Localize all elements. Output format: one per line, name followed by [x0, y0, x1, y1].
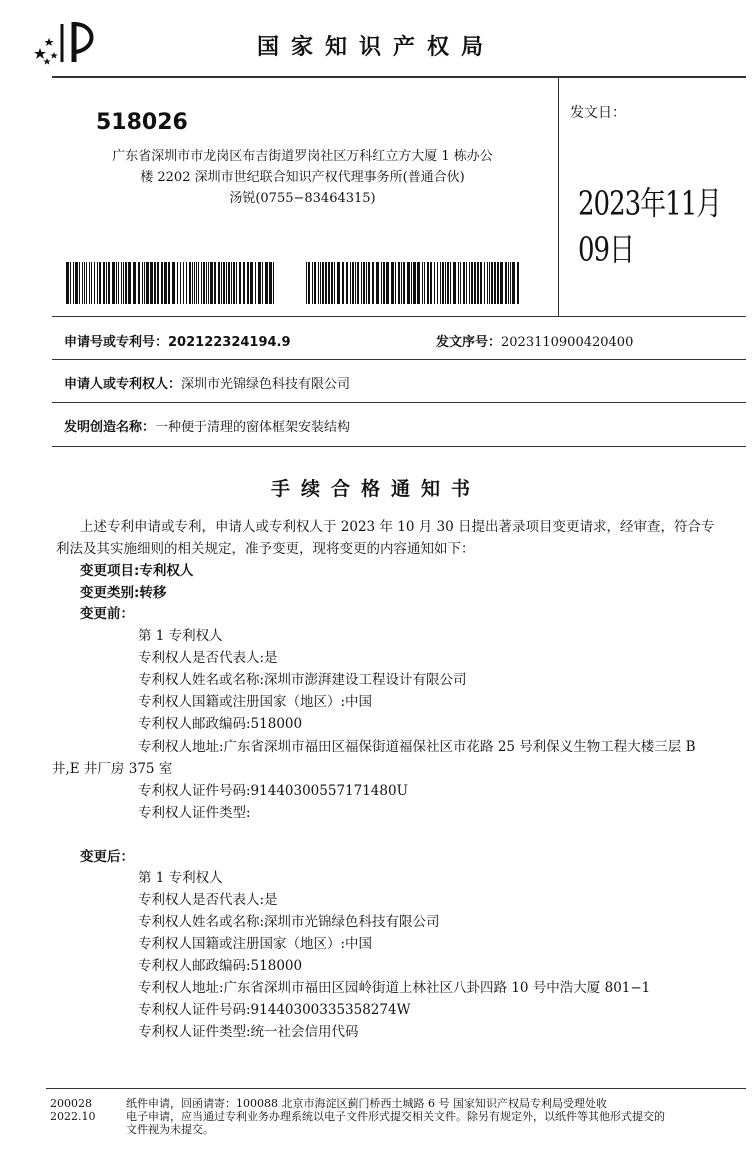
office-name: 国家知识产权局	[256, 35, 495, 60]
divider	[52, 446, 746, 447]
after-line: 专利权人是否代表人:是	[138, 892, 278, 908]
doc-serial-value: 2023110900420400	[501, 335, 634, 350]
form-code: 200028	[50, 1097, 92, 1110]
issue-date: 2023年11月09日	[578, 185, 722, 270]
before-line: 专利权人证件类型:	[138, 805, 251, 821]
after-line: 专利权人地址:广东省深圳市福田区园岭街道上林社区八卦四路 10 号中浩大厦 801−1	[138, 980, 651, 996]
header-divider	[52, 76, 746, 78]
after-line: 第 1 专利权人	[138, 870, 223, 886]
divider	[52, 359, 746, 360]
before-label: 变更前：	[80, 606, 134, 622]
change-item: 变更项目:专利权人	[80, 563, 194, 579]
change-type: 变更类别:转移	[80, 585, 167, 601]
divider	[52, 402, 746, 403]
address-line: 广东省深圳市市龙岗区布吉街道罗岗社区万科红立方大厦 1 栋办公	[112, 149, 493, 164]
after-label: 变更后：	[80, 849, 134, 865]
after-line: 专利权人证件类型:统一社会信用代码	[138, 1024, 359, 1040]
before-line: 专利权人国籍或注册国家（地区）:中国	[138, 694, 373, 710]
application-number	[64, 331, 291, 350]
before-line: 专利权人地址:广东省深圳市福田区福保街道福保社区市花路 25 号利保义生物工程大楼三层 B	[138, 739, 696, 755]
header-vertical-divider	[558, 76, 559, 316]
applicant-label: 申请人或专利权人：	[64, 377, 182, 392]
footer-line: 电子申请，应当通过专利业务办理系统以电子文件形式提交相关文件。除另有规定外，以纸件等其他形式提交的	[126, 1110, 665, 1123]
after-line: 专利权人证件号码:91440300335358274W	[138, 1002, 411, 1018]
invention-label: 发明创造名称：	[64, 420, 156, 435]
after-line: 专利权人国籍或注册国家（地区）:中国	[138, 936, 373, 952]
footer-line: 纸件申请，回函请寄：100088 北京市海淀区蓟门桥西土城路 6 号 国家知识产权局专利局受理处收	[126, 1097, 607, 1110]
form-version: 2022.10	[50, 1110, 96, 1123]
after-line: 专利权人邮政编码:518000	[138, 958, 303, 974]
date-label: 发文日：	[570, 105, 626, 121]
after-line: 专利权人姓名或名称:深圳市光锦绿色科技有限公司	[138, 914, 440, 930]
document-serial	[436, 331, 633, 350]
before-line: 井,E 井厂房 375 室	[52, 761, 173, 777]
notice-paragraph-line1: 上述专利申请或专利，申请人或专利权人于 2023 年 10 月 30 日提出著录项目变更请求，经审查，符合专	[80, 519, 715, 535]
notice-paragraph-line2: 利法及其实施细则的相关规定，准予变更，现将变更的内容通知如下：	[56, 541, 475, 557]
address-line: 楼 2202 深圳市世纪联合知识产权代理事务所(普通合伙)	[140, 170, 465, 185]
notice-title: 手续合格通知书	[270, 478, 481, 500]
divider	[52, 316, 746, 317]
applicant-value: 深圳市光锦绿色科技有限公司	[181, 377, 351, 392]
invention-value: 一种便于清理的窗体框架安装结构	[155, 420, 351, 435]
address-line: 汤锐(0755−83464315)	[229, 191, 376, 206]
postcode: 518026	[96, 110, 188, 135]
app-no-label: 申请号或专利号：	[64, 335, 169, 350]
doc-serial-label: 发文序号：	[436, 335, 502, 350]
before-line: 专利权人姓名或名称:深圳市澎湃建设工程设计有限公司	[138, 672, 467, 688]
barcode-left	[66, 262, 276, 304]
before-line: 专利权人证件号码:91440300557171480U	[138, 783, 408, 799]
before-line: 第 1 专利权人	[138, 628, 223, 644]
app-no-value: 202122324194.9	[168, 335, 291, 350]
recipient-address	[60, 146, 545, 209]
footer-line: 文件视为未提交。	[126, 1123, 214, 1136]
before-line: 专利权人是否代表人:是	[138, 650, 278, 666]
applicant-row	[64, 373, 350, 392]
invention-row	[64, 416, 350, 435]
before-line: 专利权人邮政编码:518000	[138, 716, 303, 732]
barcode-right	[306, 262, 520, 304]
footer-divider	[46, 1088, 746, 1089]
